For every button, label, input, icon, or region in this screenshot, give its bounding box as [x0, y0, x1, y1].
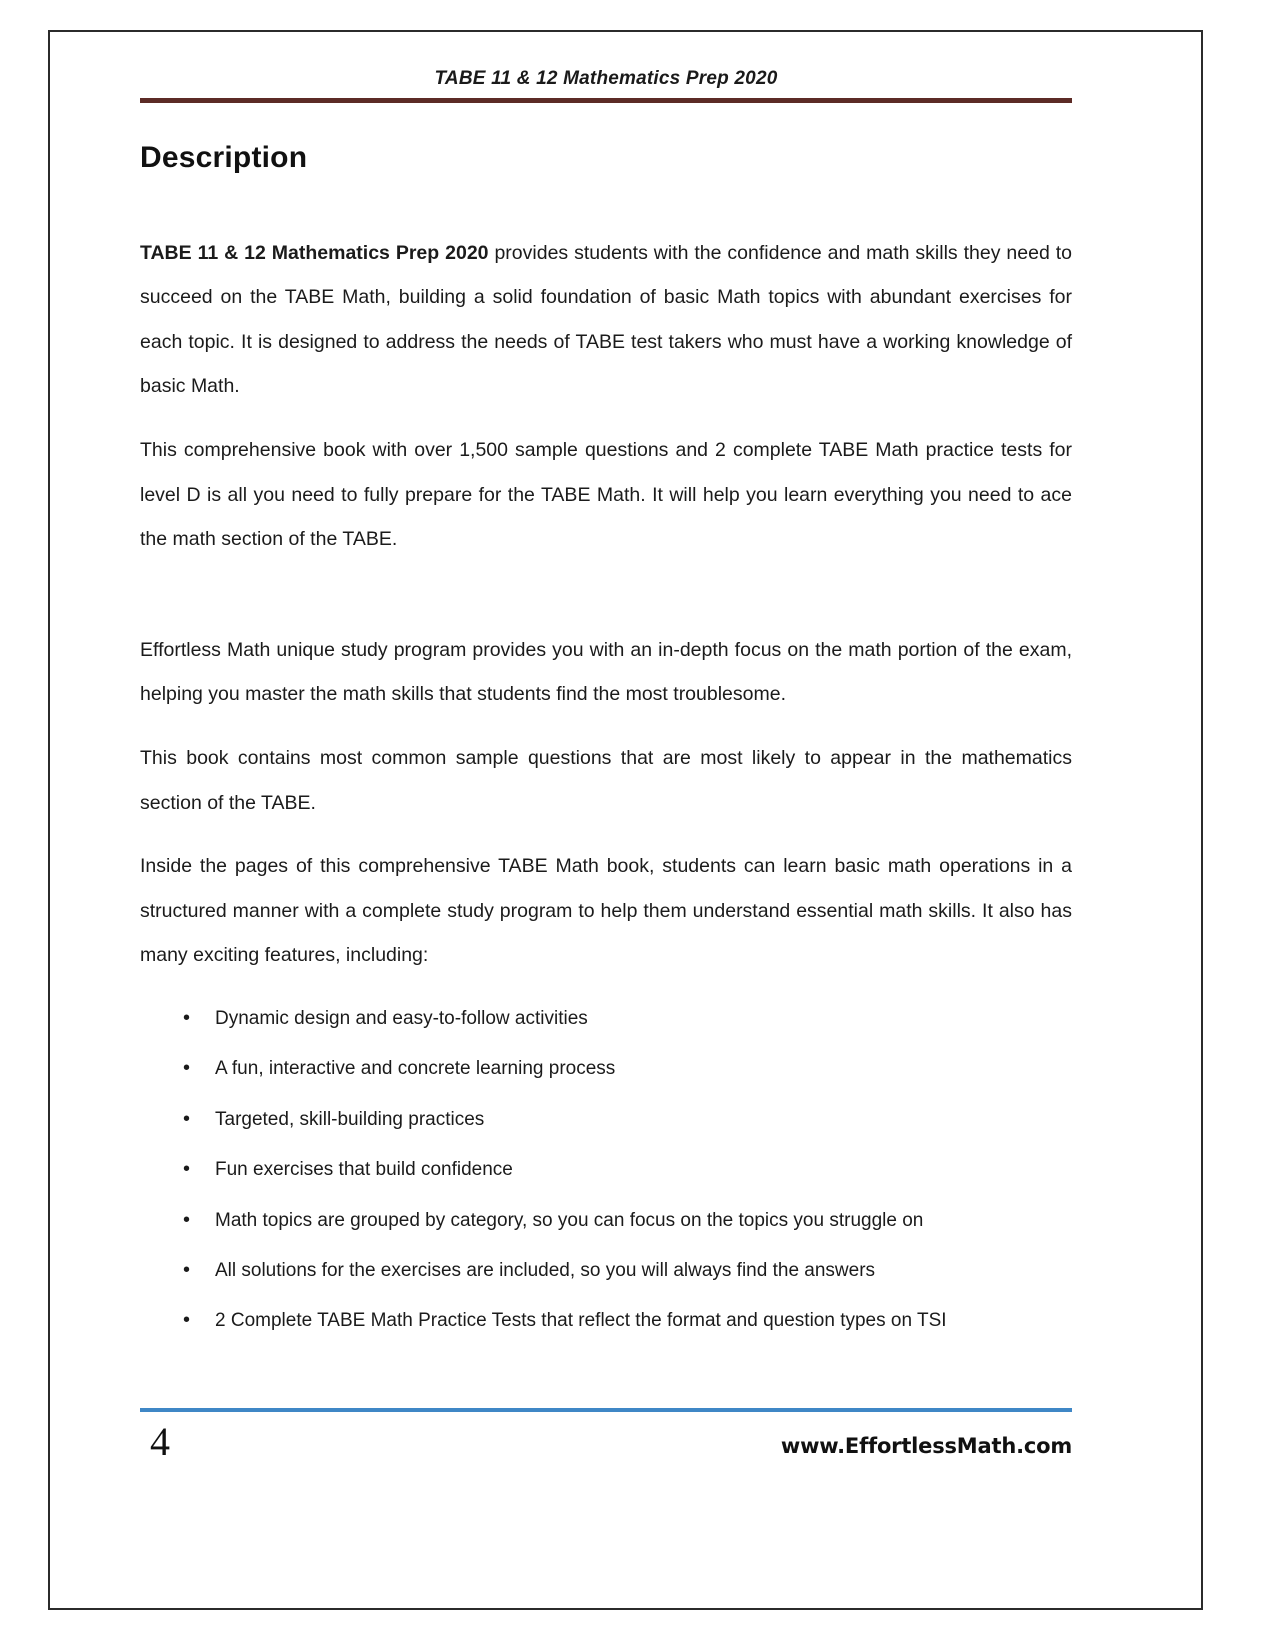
list-item: • 2 Complete TABE Math Practice Tests that reflect the format and question types on TSI — [140, 1306, 1072, 1335]
section-title: Description — [140, 141, 308, 174]
page-number: 4 — [150, 1419, 170, 1464]
feature-list — [140, 1004, 1072, 1336]
paragraph-5: Inside the pages of this comprehensive TABE Math book, students can learn basic math operations in a structured manner with a complete study program to help them understand essential math skills. It also has many exciting features, including: — [140, 855, 1072, 967]
paragraph-3: Effortless Math unique study program provides you with an in-depth focus on the math portion of the exam, helping you master the math skills that students find the most troublesome. — [140, 638, 1072, 706]
paragraph-2: This comprehensive book with over 1,500 sample questions and 2 complete TABE Math practice tests for level D is all you need to fully prepare for the TABE Math. It will help you learn everything you need to ace the math section of the TABE. — [140, 439, 1072, 551]
page-content — [140, 68, 1072, 1357]
running-head: TABE 11 & 12 Mathematics Prep 2020 — [434, 68, 778, 89]
list-item: • A fun, interactive and concrete learning process — [140, 1054, 1072, 1083]
list-item: • Fun exercises that build confidence — [140, 1155, 1072, 1184]
list-item: • Math topics are grouped by category, so you can focus on the topics you struggle on — [140, 1206, 1072, 1235]
paragraph-1-bold-lead: TABE 11 & 12 Mathematics Prep 2020 — [140, 242, 489, 264]
page-footer — [140, 1408, 1072, 1462]
list-item: • Targeted, skill-building practices — [140, 1105, 1072, 1134]
paragraph-4: This book contains most common sample questions that are most likely to appear in the mathematics section of the TABE. — [140, 747, 1072, 814]
paragraph-1-text: provides students with the confidence and math skills they need to succeed on the TABE Math, building a solid foundation of basic Math topics with abundant exercises for each topic. It is designed to address the needs of TABE test takers who must have a working knowledge of basic Math. — [140, 242, 1072, 398]
list-item: • Dynamic design and easy-to-follow activities — [140, 1004, 1072, 1033]
header-rule — [140, 98, 1072, 103]
footer-rule — [140, 1408, 1072, 1412]
paragraph-1 — [140, 231, 1072, 409]
footer-row — [140, 1419, 1072, 1464]
list-item: • All solutions for the exercises are included, so you will always find the answers — [140, 1256, 1072, 1285]
website-link[interactable]: www.EffortlessMath.com — [780, 1434, 1072, 1458]
